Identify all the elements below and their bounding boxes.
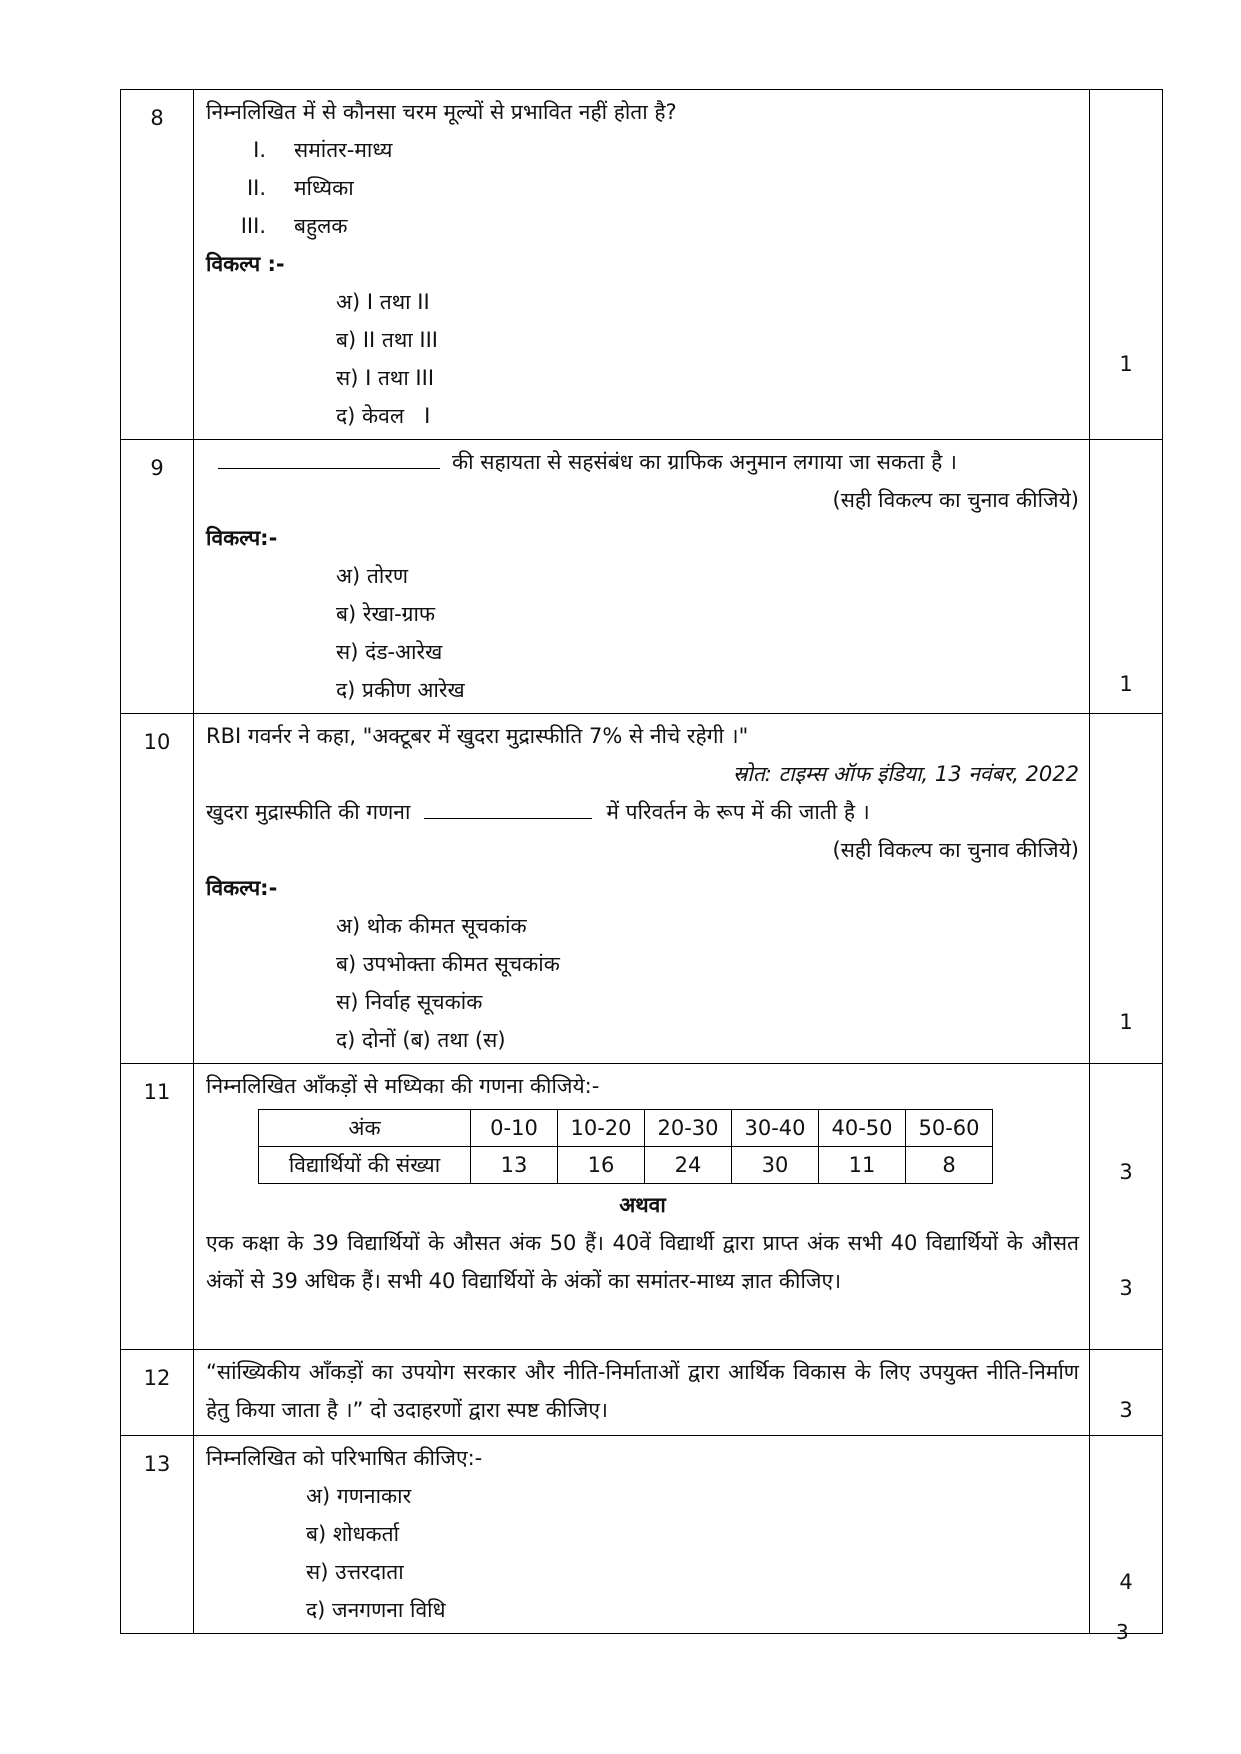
options-label: विकल्प :- (206, 252, 285, 276)
option-a: अ) तोरण (336, 564, 409, 588)
quote-text: RBI गवर्नर ने कहा, "अक्टूबर में खुदरा मुद्रास्फीति 7% से नीचे रहेगी ।" (206, 724, 749, 748)
answer-blank (424, 794, 592, 819)
question-row-9 (121, 440, 1163, 714)
data-table (258, 1109, 993, 1184)
roman-item (206, 169, 1079, 207)
question-content (194, 1350, 1090, 1436)
marks-cell (1090, 1350, 1163, 1436)
question-content (194, 1064, 1090, 1350)
answer-blank (218, 444, 440, 469)
question-number: 11 (121, 1064, 194, 1350)
table-cell: 16 (558, 1147, 645, 1184)
marks-cell (1090, 714, 1163, 1064)
or-label: अथवा (619, 1193, 666, 1217)
question-row-13 (121, 1436, 1163, 1634)
question-text: निम्नलिखित को परिभाषित कीजिए:- (206, 1446, 483, 1470)
instruction-text: (सही विकल्प का चुनाव कीजिये) (832, 488, 1079, 512)
marks-value: 4 (1119, 1570, 1133, 1594)
option-d: द) दोनों (ब) तथा (स) (336, 1028, 506, 1052)
alternate-question-text: एक कक्षा के 39 विद्यार्थियों के औसत अंक 50 हैं। 40वें विद्यार्थी द्वारा प्राप्त अंक सभी 40 विद्यार्थियों के औसत अंकों से 39 अधिक हैं। सभी 40 विद्यार्थियों के अंकों का समांतर-माध्य ज्ञात कीजिए। (206, 1231, 1079, 1293)
marks-cell (1090, 1064, 1163, 1350)
options-label: विकल्प:- (206, 876, 278, 900)
option-b: ब) उपभोक्ता कीमत सूचकांक (336, 952, 560, 976)
roman-numeral: III. (240, 214, 266, 238)
question-text: की सहायता से सहसंबंध का ग्राफिक अनुमान लगाया जा सकता है । (452, 450, 957, 474)
question-text: निम्नलिखित में से कौनसा चरम मूल्यों से प्रभावित नहीं होता है? (206, 100, 677, 124)
table-cell: 8 (906, 1147, 993, 1184)
alternate-marks-value: 3 (1119, 1276, 1133, 1300)
question-table (120, 89, 1163, 1634)
option-d: द) जनगणना विधि (306, 1598, 446, 1622)
roman-text: समांतर-माध्य (294, 138, 393, 162)
question-text: “सांख्यिकीय आँकड़ों का उपयोग सरकार और नीति-निर्माताओं द्वारा आर्थिक विकास के लिए उपयुक्त नीति-निर्माण हेतु किया जाता है ।” दो उदाहरणों द्वारा स्पष्ट कीजिए। (206, 1360, 1079, 1422)
table-cell: 40-50 (819, 1110, 906, 1147)
option-a: अ) थोक कीमत सूचकांक (336, 914, 527, 938)
option-c: स) उत्तरदाता (306, 1560, 404, 1584)
option-a: अ) गणनाकार (306, 1484, 412, 1508)
table-cell: 30 (732, 1147, 819, 1184)
option-d: द) प्रकीण आरेख (336, 678, 465, 702)
question-number: 12 (121, 1350, 194, 1436)
source-text: स्रोत: टाइम्स ऑफ इंडिया, 13 नवंबर, 2022 (732, 762, 1079, 786)
marks-value: 1 (1119, 672, 1133, 696)
question-number: 9 (121, 440, 194, 714)
table-cell: 30-40 (732, 1110, 819, 1147)
question-content (194, 1436, 1090, 1634)
table-cell: 10-20 (558, 1110, 645, 1147)
option-c: स) निर्वाह सूचकांक (336, 990, 483, 1014)
question-line (206, 793, 1079, 831)
option-c: स) I तथा III (336, 366, 435, 390)
table-row (259, 1147, 993, 1184)
marks-cell (1090, 440, 1163, 714)
marks-cell (1090, 1436, 1163, 1634)
question-row-10 (121, 714, 1163, 1064)
table-row (259, 1110, 993, 1147)
table-row-header: अंक (259, 1110, 471, 1147)
question-content (194, 90, 1090, 440)
option-a: अ) I तथा II (336, 290, 430, 314)
option-b: ब) शोधकर्ता (306, 1522, 400, 1546)
question-row-11 (121, 1064, 1163, 1350)
option-c: स) दंड-आरेख (336, 640, 443, 664)
marks-value: 1 (1119, 352, 1133, 376)
roman-numeral: II. (246, 176, 266, 200)
question-number: 10 (121, 714, 194, 1064)
marks-value: 3 (1119, 1398, 1133, 1422)
question-text-after: में परिवर्तन के रूप में की जाती है । (606, 800, 870, 824)
roman-item (206, 131, 1079, 169)
question-text-before: खुदरा मुद्रास्फीति की गणना (206, 800, 411, 824)
table-cell: 20-30 (645, 1110, 732, 1147)
question-number: 13 (121, 1436, 194, 1634)
question-number: 8 (121, 90, 194, 440)
marks-value: 1 (1119, 1010, 1133, 1034)
roman-text: बहुलक (294, 214, 348, 238)
marks-cell (1090, 90, 1163, 440)
roman-text: मध्यिका (294, 176, 354, 200)
roman-numeral: I. (253, 138, 266, 162)
roman-item (206, 207, 1079, 245)
table-cell: 24 (645, 1147, 732, 1184)
marks-value: 3 (1119, 1160, 1133, 1184)
options-label: विकल्प:- (206, 526, 278, 550)
page-number: 3 (1116, 1620, 1129, 1644)
table-row-header: विद्यार्थियों की संख्या (259, 1147, 471, 1184)
option-d: द) केवल I (336, 404, 431, 428)
question-row-12 (121, 1350, 1163, 1436)
table-cell: 11 (819, 1147, 906, 1184)
option-b: ब) रेखा-ग्राफ (336, 602, 436, 626)
table-cell: 50-60 (906, 1110, 993, 1147)
question-content (194, 440, 1090, 714)
table-cell: 13 (471, 1147, 558, 1184)
table-cell: 0-10 (471, 1110, 558, 1147)
question-line (206, 443, 1079, 481)
question-text: निम्नलिखित आँकड़ों से मध्यिका की गणना कीजिये:- (206, 1074, 600, 1098)
question-row-8 (121, 90, 1163, 440)
option-b: ब) II तथा III (336, 328, 439, 352)
instruction-text: (सही विकल्प का चुनाव कीजिये) (832, 838, 1079, 862)
question-content (194, 714, 1090, 1064)
